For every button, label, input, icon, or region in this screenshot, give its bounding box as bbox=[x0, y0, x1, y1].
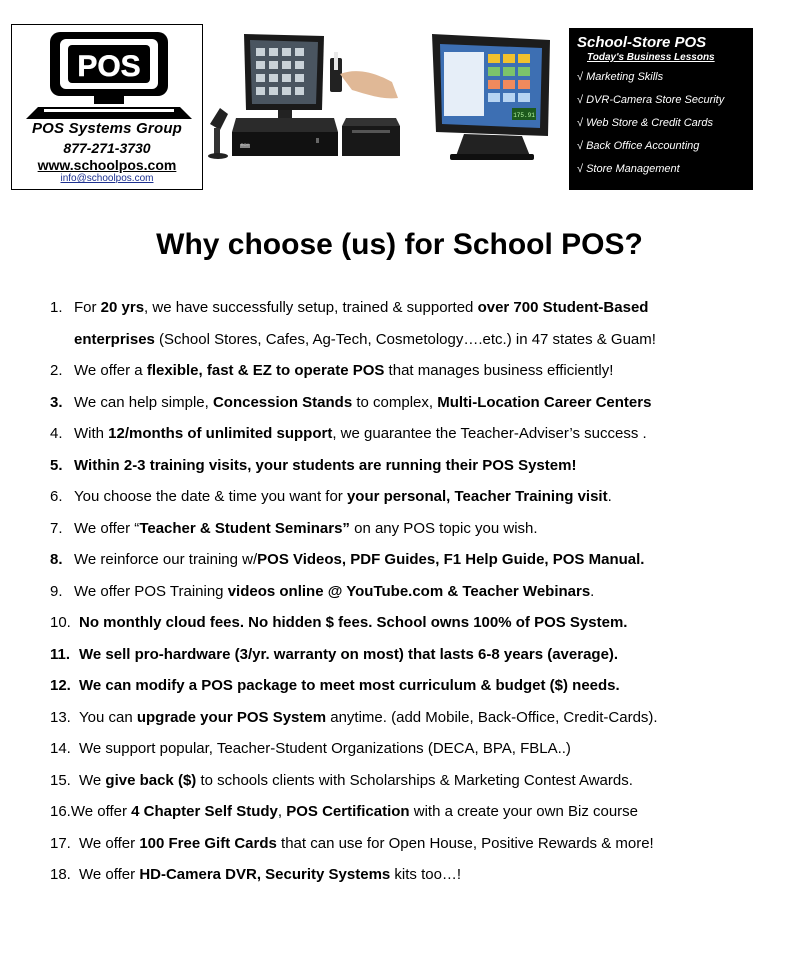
reason-item bbox=[50, 450, 790, 482]
reason-text: We support popular, Teacher-Student Organizations (DECA, BPA, FBLA..) bbox=[79, 740, 571, 757]
card-reader-icon bbox=[330, 52, 398, 98]
touchscreen-monitor-icon bbox=[244, 34, 324, 118]
reason-text: We reinforce our training w/ bbox=[74, 551, 258, 568]
reason-text: You can bbox=[79, 708, 137, 726]
reason-text: 100 Free Gift Cards bbox=[139, 834, 277, 852]
reason-number: 7. bbox=[50, 519, 63, 537]
reason-text: over 700 Student-Based bbox=[477, 299, 649, 316]
reasons-list bbox=[50, 292, 790, 891]
reason-item bbox=[50, 292, 790, 355]
receipt-printer-icon bbox=[342, 118, 400, 156]
reason-number: 2. bbox=[50, 362, 63, 379]
reason-text: We can modify a POS package to meet most curriculum & budget ($) needs. bbox=[79, 677, 620, 694]
reason-item bbox=[50, 576, 790, 608]
reason-item bbox=[50, 702, 790, 734]
reason-item bbox=[50, 828, 790, 860]
reason-text: (School Stores, Cafes, Ag-Tech, Cosmetology….etc.) in 47 states & Guam! bbox=[154, 330, 656, 348]
reason-text: to schools clients with Scholarships & Marketing Contest Awards. bbox=[196, 771, 633, 789]
reason-text: 4 Chapter Self Study bbox=[131, 803, 278, 820]
barcode-scanner-icon bbox=[208, 108, 228, 159]
cash-drawer-icon bbox=[232, 118, 338, 156]
reason-item bbox=[50, 607, 790, 639]
reason-text: that manages business efficiently! bbox=[384, 362, 614, 379]
company-logo-box bbox=[11, 24, 203, 190]
reason-text: kits too…! bbox=[390, 866, 462, 883]
reason-text: We offer bbox=[79, 834, 140, 852]
reason-item bbox=[50, 355, 790, 387]
reason-text: 12/months of unlimited support bbox=[108, 425, 333, 442]
reason-item bbox=[50, 765, 790, 797]
reason-text: You choose the date & time you want for bbox=[74, 488, 347, 505]
reason-number: 10. bbox=[50, 614, 71, 631]
lessons-title: School-Store POS bbox=[577, 34, 707, 51]
reason-item bbox=[50, 544, 790, 576]
reason-text: that can use for Open House, Positive Rewards & more! bbox=[276, 834, 654, 852]
reason-number: 3. bbox=[50, 393, 63, 411]
reason-number: 6. bbox=[50, 488, 63, 505]
reason-number: 13. bbox=[50, 708, 71, 726]
reason-text: upgrade your POS System bbox=[136, 708, 327, 726]
reason-text: Concession Stands bbox=[212, 393, 353, 411]
reason-text: POS Certification bbox=[286, 803, 410, 820]
reason-text: . bbox=[590, 582, 595, 600]
reason-number: 15. bbox=[50, 771, 71, 789]
reason-number: 11. bbox=[50, 645, 71, 663]
lessons-subtitle: Today's Business Lessons bbox=[587, 52, 715, 63]
reason-text: enterprises bbox=[74, 330, 155, 348]
reason-text: , we guarantee the Teacher-Adviser’s success . bbox=[332, 425, 647, 442]
reason-text: We offer “ bbox=[74, 519, 140, 537]
reason-text: on any POS topic you wish. bbox=[349, 519, 538, 537]
reason-item bbox=[50, 418, 790, 450]
reason-number: 12. bbox=[50, 677, 71, 694]
reason-number: 14. bbox=[50, 740, 71, 757]
pos-register-photo bbox=[206, 28, 406, 162]
reason-text: We offer a bbox=[74, 362, 147, 379]
reason-text: videos online @ YouTube.com & Teacher Webinars bbox=[227, 582, 591, 600]
lesson-item: √ Back Office Accounting bbox=[577, 140, 700, 152]
page-title: Why choose (us) for School POS? bbox=[156, 228, 643, 261]
reason-item bbox=[50, 639, 790, 671]
reason-number: 4. bbox=[50, 425, 63, 442]
lesson-item: √ Marketing Skills bbox=[577, 71, 664, 83]
reason-text: With bbox=[74, 425, 109, 442]
reason-text: to complex, bbox=[352, 393, 438, 411]
terminal-total-display: 175.91 bbox=[513, 112, 535, 119]
reason-text: , bbox=[277, 803, 287, 820]
lesson-item: √ Web Store & Credit Cards bbox=[577, 117, 714, 129]
company-website-link[interactable]: www.schoolpos.com bbox=[37, 157, 177, 173]
reason-text: HD-Camera DVR, Security Systems bbox=[139, 866, 391, 883]
reason-text: Multi-Location Career Centers bbox=[437, 393, 652, 411]
reason-number: 5. bbox=[50, 456, 63, 474]
reason-item bbox=[50, 481, 790, 513]
reason-continuation bbox=[50, 324, 790, 356]
pos-terminal-icon bbox=[432, 34, 550, 160]
reason-text: . bbox=[607, 488, 612, 505]
reason-text: flexible, fast & EZ to operate POS bbox=[146, 362, 385, 379]
lesson-item: √ DVR-Camera Store Security bbox=[577, 94, 725, 106]
reason-item bbox=[50, 859, 790, 891]
reason-item bbox=[50, 796, 790, 828]
pos-monitor-logo-icon bbox=[20, 29, 196, 133]
reason-text: POS Videos, PDF Guides, F1 Help Guide, POS Manual. bbox=[257, 551, 645, 568]
lessons-list bbox=[577, 66, 753, 181]
reason-item bbox=[50, 387, 790, 419]
lesson-item: √ Store Management bbox=[577, 163, 680, 175]
reason-number: 17. bbox=[50, 834, 71, 852]
reason-text: We offer bbox=[70, 803, 132, 820]
reason-number: 9. bbox=[50, 582, 63, 600]
reason-number: 1. bbox=[50, 299, 63, 316]
reason-text: For bbox=[74, 299, 101, 316]
company-phone: 877-271-3730 bbox=[63, 140, 151, 156]
company-email-link[interactable]: info@schoolpos.com bbox=[60, 173, 154, 184]
reason-text: We sell pro-hardware (3/yr. warranty on most) that lasts 6-8 years (average). bbox=[79, 645, 619, 663]
touch-terminal-photo bbox=[424, 30, 560, 164]
reason-text: We offer bbox=[79, 866, 140, 883]
reason-text: We offer POS Training bbox=[74, 582, 228, 600]
reason-text: your personal, Teacher Training visit bbox=[346, 488, 608, 505]
reason-text: give back ($) bbox=[105, 771, 197, 789]
drawer-brand-label: ROY bbox=[240, 142, 250, 147]
reason-text: Within 2-3 training visits, your students are running their POS System! bbox=[74, 456, 577, 474]
reason-item bbox=[50, 733, 790, 765]
reason-number: 8. bbox=[50, 551, 63, 568]
reason-text: anytime. (add Mobile, Back-Office, Credit-Cards). bbox=[326, 708, 658, 726]
reason-text: 20 yrs bbox=[100, 299, 145, 316]
reason-item bbox=[50, 513, 790, 545]
logo-mark-text: POS bbox=[77, 50, 141, 83]
reason-text: No monthly cloud fees. No hidden $ fees. School owns 100% of POS System. bbox=[79, 614, 628, 631]
business-lessons-panel bbox=[569, 28, 753, 190]
reason-text: Teacher & Student Seminars” bbox=[139, 519, 350, 537]
reason-number: 18. bbox=[50, 866, 71, 883]
reason-text: , we have successfully setup, trained & supported bbox=[144, 299, 478, 316]
reason-number: 16. bbox=[50, 803, 71, 820]
reason-text: We bbox=[79, 771, 106, 789]
company-name: POS Systems Group bbox=[31, 120, 183, 137]
reason-item bbox=[50, 670, 790, 702]
reason-text: with a create your own Biz course bbox=[409, 803, 639, 820]
reason-text: We can help simple, bbox=[74, 393, 213, 411]
